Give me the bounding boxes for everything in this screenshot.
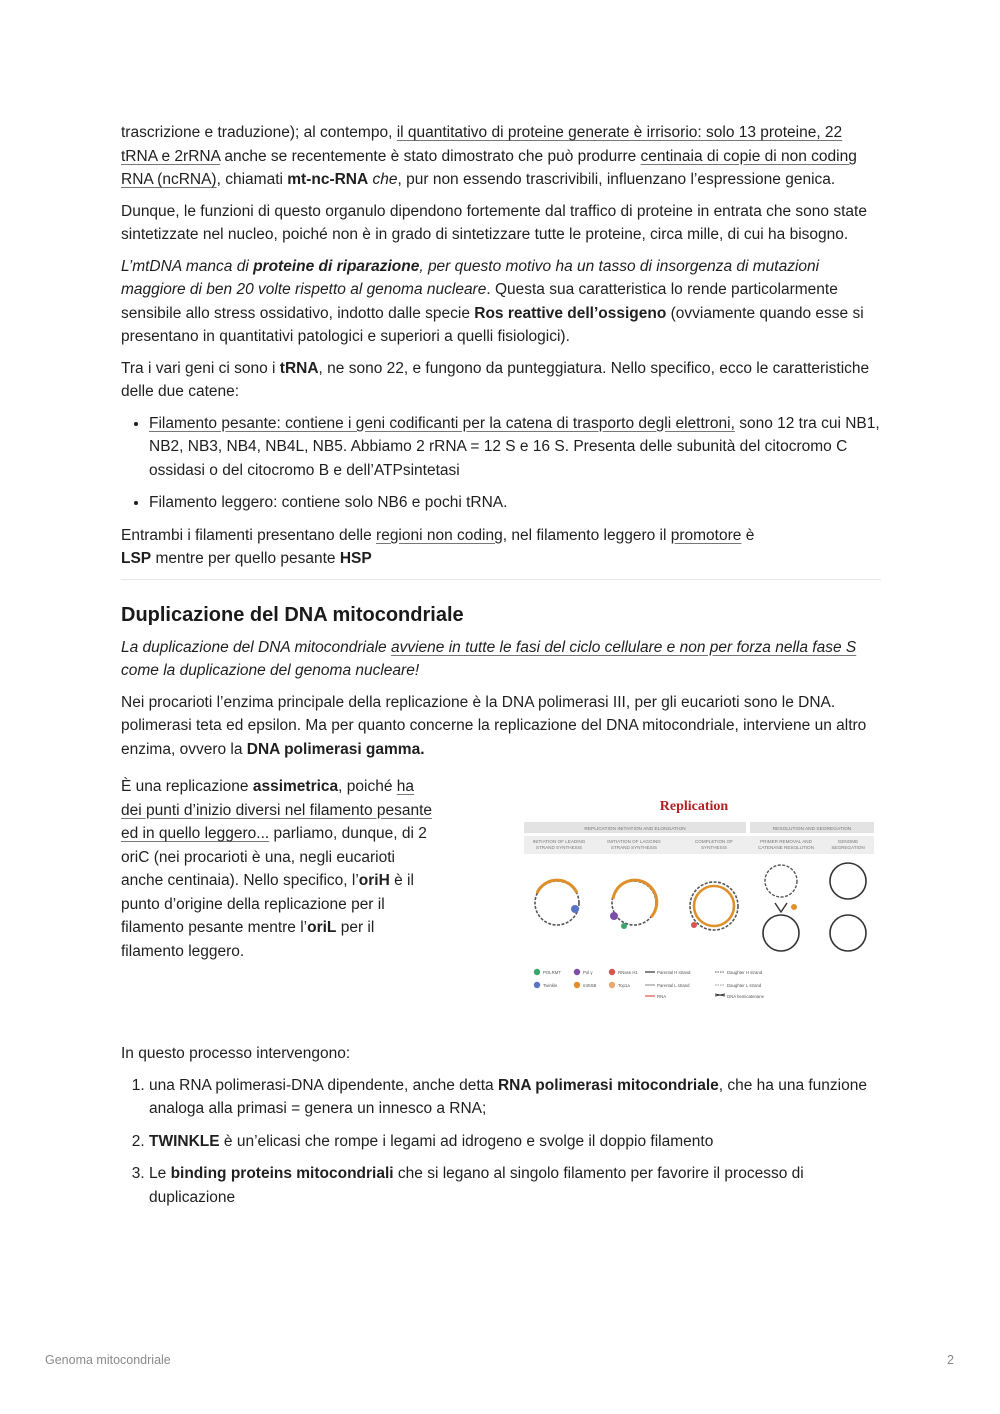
underlined-text: centinaia di copie di non coding RNA (ncRNA) (121, 147, 857, 188)
italic-text: come la duplicazione del genoma nucleare! (121, 662, 420, 679)
text: , pur non essendo trascrivibili, influenzano l’espressione genica. (397, 171, 836, 188)
underlined-text: il quantitativo di proteine generate è irrisorio: solo 13 proteine, 22 tRNA e 2rRNA (121, 124, 843, 165)
column-label: INITIATION OF LEADING (532, 839, 586, 844)
italic-text: L’mtDNA manca di (121, 257, 254, 275)
text: . Questa sua caratteristica lo rende particolarmente sensibile allo stress ossidativo, indotto dalle specie (121, 281, 838, 322)
list-item: • Filamento leggero: contiene solo NB6 e pochi tRNA. (149, 491, 881, 515)
column-label: STRAND SYNTHESIS (535, 845, 583, 850)
mtdna-circle (763, 915, 799, 951)
legend-label: Daughter H strand (727, 970, 763, 975)
legend-label: RNase H1 (618, 970, 638, 975)
topo-mark (791, 904, 797, 910)
text: , nel filamento leggero il (502, 526, 671, 544)
bold-term: RNA polimerasi mitocondriale (497, 1076, 719, 1094)
legend-swatch (715, 994, 725, 996)
bold-term: oriL (307, 919, 337, 936)
legend-label: DNA hemicatenane (727, 994, 765, 999)
column-label: STRAND SYNTHESIS (610, 845, 658, 850)
legend-swatch (534, 969, 540, 975)
text: per il filamento leggero. (121, 919, 375, 960)
paragraph-process-intro: In questo processo intervengono: (121, 1045, 351, 1062)
band-label: RESOLUTION AND SEGREGATION (772, 827, 852, 832)
mtdna-circle (690, 882, 738, 930)
bold-italic-term: proteine di riparazione (253, 257, 420, 275)
underlined-text: regioni non coding (376, 526, 503, 544)
bold-term: oriH (358, 872, 390, 889)
numbered-list-enzymes (121, 1074, 881, 1210)
paragraph-polymerases (121, 691, 881, 762)
figure-title: Replication (659, 799, 729, 814)
text: sono 12 tra cui NB1, NB2, NB3, NB4, NB4L, NB5. Abbiamo 2 rRNA = 12 S e 16 S. Presenta delle subunità del citocromo C ossidasi o del citocromo B e dell’ATPsintetasi (149, 414, 880, 479)
document-body (121, 121, 881, 1218)
italic-text: La duplicazione del DNA mitocondriale (121, 638, 391, 656)
paragraph-duplication (121, 636, 881, 683)
replicated-arc (537, 880, 577, 893)
text: è il punto d’origine della replicazione per il filamento pesante mentre l’ (121, 872, 414, 936)
bold-term: mt-nc-RNA (287, 171, 369, 188)
underlined-italic-text: avviene in tutte le fasi del ciclo cellulare e non per forza nella fase S (390, 638, 857, 656)
replicated-arc (613, 880, 657, 917)
section-divider (121, 579, 881, 580)
list-item (149, 1074, 881, 1121)
footer-title: Genoma mitocondriale (45, 1353, 171, 1367)
bold-term: binding proteins mitocondriali (170, 1165, 394, 1182)
text: anche se recentemente è stato dimostrato che può produrre (220, 147, 641, 165)
mtdna-circle (830, 915, 866, 951)
text: una RNA polimerasi-DNA dipendente, anche detta (149, 1076, 498, 1094)
list-item (149, 1130, 881, 1154)
legend-label: Pol γ (583, 970, 593, 975)
legend-swatch (534, 982, 540, 988)
legend-label: Parental H strand (657, 970, 691, 975)
paragraph-intro (121, 121, 881, 192)
text: Tra i vari geni ci sono i (121, 359, 280, 377)
text: è un’elicasi che rompe i legami ad idrogeno e svolge il doppio filamento (219, 1132, 714, 1150)
legend-label: mtSSB (583, 983, 597, 988)
column-label: INITIATION OF LAGGING (607, 839, 661, 844)
text: Nei procarioti l’enzima principale della replicazione è la DNA polimerasi III, per gli eucarioti sono le DNA. polimerasi teta ed epsilon. Ma per quanto concerne la replicazione del DNA mitocondriale, interviene un altro enzima, ovvero la (121, 693, 867, 758)
band-label: REPLICATION INITIATION AND ELONGATION (584, 827, 686, 832)
underlined-text: ha dei punti d’inizio diversi nel filamento pesante ed in quello leggero... (121, 778, 433, 842)
text: che si legano al singolo filamento per favorire il processo di duplicazione (149, 1165, 804, 1206)
paragraph-asymmetric (121, 775, 437, 1008)
legend-label: RNA (657, 994, 667, 999)
column-label: GENOME (837, 839, 859, 844)
text: , che ha una funzione analoga alla primasi = genera un innesco a RNA; (149, 1076, 867, 1117)
legend-swatch (574, 982, 580, 988)
text: , chiamati (216, 171, 288, 188)
bullet-list-strands (121, 412, 881, 515)
list-item (149, 412, 881, 483)
text: parliamo, dunque, di 2 oriC (nei procarioti è una, negli eucarioti anche centinaia). Nello specifico, l’ (121, 825, 427, 889)
legend-label: Parental L strand (657, 983, 690, 988)
text: trascrizione e traduzione); al contempo, (121, 124, 397, 141)
text: (ovviamente quando esse si presentano in quantitativi patologici e superiori a quelli fisiologici). (121, 304, 864, 345)
replication-figure (519, 791, 879, 1016)
page-number: 2 (947, 1353, 954, 1367)
paragraph-trna (121, 357, 881, 404)
underlined-text: promotore (670, 526, 742, 544)
paragraph-organelle-functions: Dunque, le funzioni di questo organulo dipendono fortemente dal traffico di proteine in entrata che sono state sintetizzate nel nucleo, poiché non è in grado di sintetizzare tutte le proteine, circa mille, di cui ha bisogno. (121, 202, 867, 243)
legend-label: Daughter L strand (727, 983, 762, 988)
text: , ne sono 22, e fungono da punteggiatura. Nello specifico, ecco le caratteristiche delle due catene: (121, 359, 870, 400)
polymerase-mark (610, 912, 618, 920)
catenane-link (775, 903, 787, 912)
paragraph-mutations (121, 255, 881, 349)
legend-label: POLRMT (543, 970, 561, 975)
column-label: PRIMER REMOVAL AND (760, 839, 812, 844)
text: è (741, 526, 755, 544)
italic-text: , per questo motivo ha un tasso di insorgenza di mutazioni maggiore di ben 20 volte rispetto al genoma nucleare (121, 257, 820, 298)
underlined-text: Filamento pesante: contiene i geni codificanti per la catena di trasporto degli elettroni, (149, 414, 735, 432)
bold-term: HSP (339, 550, 372, 567)
bold-term: TWINKLE (149, 1132, 220, 1150)
column-label: COMPLETION OF (694, 839, 734, 844)
bold-term: assimetrica (252, 778, 339, 795)
column-label: SEGREGATION (831, 845, 865, 850)
rnase-mark (691, 922, 697, 928)
text: , poiché (338, 778, 397, 795)
italic-text: che (368, 171, 398, 188)
column-label: CATENANE RESOLUTION (758, 845, 814, 850)
legend-swatch (574, 969, 580, 975)
replicated-arc (694, 886, 734, 926)
legend-swatch (609, 982, 615, 988)
bold-term: tRNA (279, 359, 319, 377)
bold-term: LSP (121, 550, 152, 567)
mtdna-circle (765, 865, 797, 897)
bold-term: Ros reattive dell’ossigeno (474, 304, 667, 322)
ssb-mark (621, 923, 627, 929)
paragraph-promoters (121, 524, 881, 571)
column-label: SYNTHESIS (700, 845, 728, 850)
text-figure-row (121, 775, 881, 1016)
list-item (149, 1162, 881, 1209)
section-heading: Duplicazione del DNA mitocondriale (121, 603, 464, 626)
legend-label: Twinkle (543, 983, 558, 988)
bold-term: DNA polimerasi gamma. (246, 740, 425, 758)
mtdna-circle (830, 863, 866, 899)
text: mentre per quello pesante (151, 550, 340, 567)
text: È una replicazione (121, 778, 253, 795)
legend-swatch (609, 969, 615, 975)
text: Entrambi i filamenti presentano delle (121, 526, 377, 544)
polymerase-mark (571, 905, 579, 913)
text: Le (149, 1165, 171, 1182)
legend-label: Top1a (618, 983, 630, 988)
